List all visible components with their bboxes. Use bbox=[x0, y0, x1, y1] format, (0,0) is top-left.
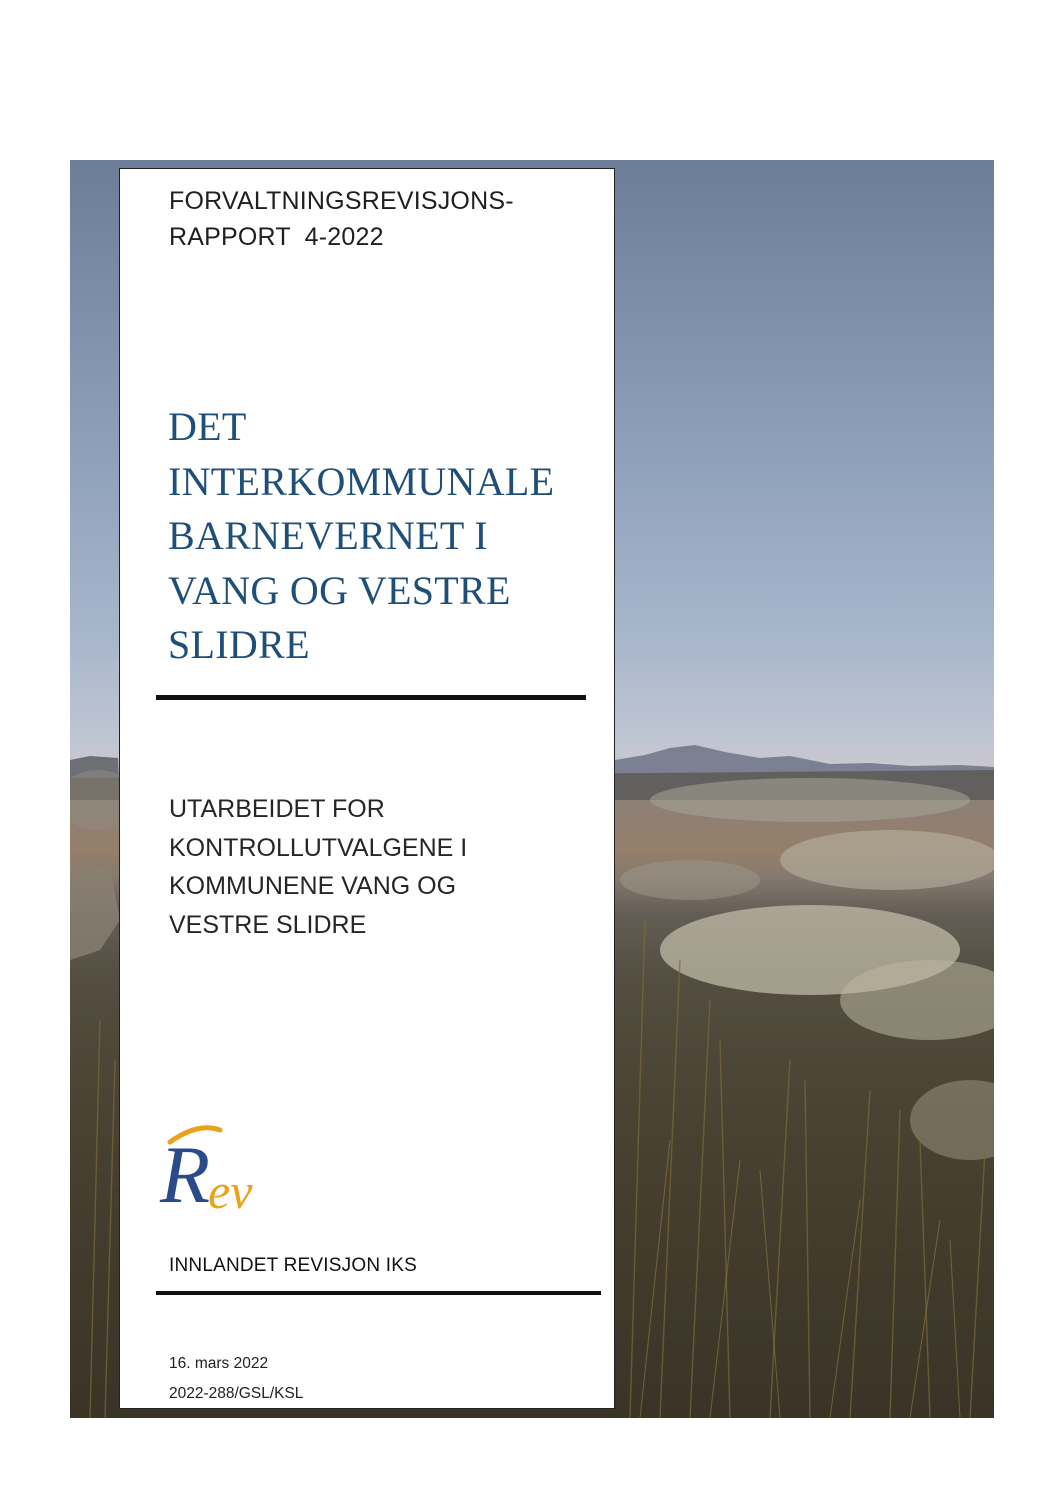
report-title bbox=[168, 400, 598, 673]
report-type-line-2: RAPPORT 4-2022 bbox=[169, 223, 384, 251]
report-type-line-1: FORVALTNINGSREVISJONS- bbox=[169, 187, 514, 215]
svg-text:R: R bbox=[160, 1129, 211, 1220]
title-line: DET bbox=[168, 404, 247, 449]
subtitle-line: KOMMUNENE VANG OG bbox=[169, 872, 457, 900]
title-line: VANG OG VESTRE bbox=[168, 567, 511, 613]
subtitle-line: UTARBEIDET FOR bbox=[169, 795, 385, 823]
svg-text:ev: ev bbox=[208, 1163, 253, 1219]
organization-name: INNLANDET REVISJON IKS bbox=[169, 1255, 417, 1276]
title-divider bbox=[156, 695, 586, 700]
prepared-for bbox=[169, 790, 467, 944]
rev-logo bbox=[158, 1120, 288, 1230]
title-line: SLIDRE bbox=[168, 622, 310, 667]
report-date: 16. mars 2022 bbox=[169, 1355, 269, 1372]
report-reference: 2022-288/GSL/KSL bbox=[169, 1385, 304, 1402]
subtitle-line: VESTRE SLIDRE bbox=[169, 910, 367, 939]
title-line: BARNEVERNET I bbox=[168, 513, 488, 558]
organization-divider bbox=[156, 1291, 601, 1295]
title-line: INTERKOMMUNALE bbox=[168, 458, 555, 504]
subtitle-line: KONTROLLUTVALGENE I bbox=[169, 833, 468, 862]
